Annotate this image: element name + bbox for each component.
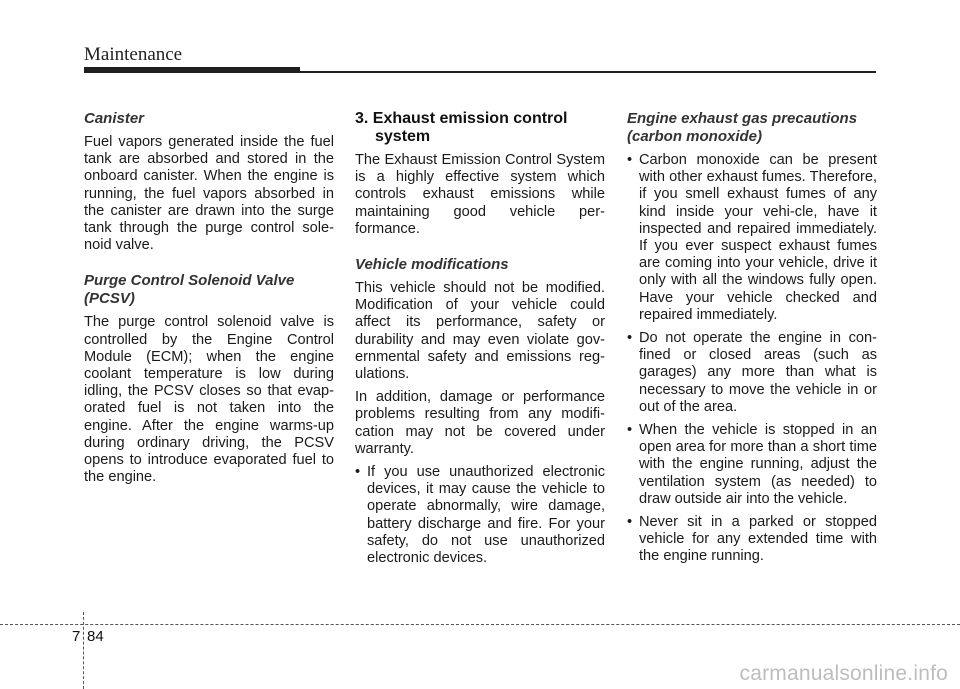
- column-right: [627, 110, 877, 572]
- bullet-icon: •: [627, 422, 633, 439]
- list-item: • Do not operate the engine in con-fined or closed areas (such as garages) any more than what is necessary to move the vehicle in or out of the area.: [627, 330, 877, 415]
- canister-heading: Canister: [84, 110, 145, 127]
- list-item: • When the vehicle is stopped in an open area for more than a short time with the engine running, adjust the ventilation system (as needed) to draw outside air into the vehicle.: [627, 422, 877, 507]
- page-number: 84: [87, 628, 104, 645]
- bullet-icon: •: [355, 464, 361, 481]
- modifications-paragraph-1: This vehicle should not be modified. Modification of your vehicle could affect its performance, safety or durability and may even violate gov-ernmental safety and emissions reg-ulations.: [355, 280, 605, 383]
- pcsv-heading: Purge Control Solenoid Valve (PCSV): [84, 272, 295, 308]
- pcsv-paragraph: The purge control solenoid valve is controlled by the Engine Control Module (ECM); when the engine coolant temperature is low during idling, the PCSV closes so that evap-orated fuel is not taken into the engine. After the engine warms-up during ordinary driving, the PCSV opens to introduce evaporated fuel to the engine.: [84, 314, 334, 486]
- header-rule-thin: [300, 71, 876, 73]
- watermark: carmanualsonline.info: [739, 662, 948, 685]
- chapter-number: 7: [72, 628, 81, 645]
- exhaust-paragraph: The Exhaust Emission Control System is a highly effective system which controls exhaust emissions while maintaining good vehicle per-formance.: [355, 152, 605, 237]
- list-item: • Never sit in a parked or stopped vehicle for any extended time with the engine running.: [627, 514, 877, 565]
- bullet-icon: •: [627, 152, 633, 168]
- column-middle: [355, 110, 605, 573]
- exhaust-gas-heading: Engine exhaust gas precautions (carbon monoxide): [627, 110, 858, 145]
- header-rule-thick: [84, 67, 300, 73]
- column-left: [84, 110, 334, 486]
- list-item: • Carbon monoxide can be present with other exhaust fumes. Therefore, if you smell exhaust fumes of any kind inside your vehi-cle, have it inspected and repaired immediately. If you ever suspect exhaust fumes are coming into your vehicle, drive it only with all the windows fully open. Have your vehicle checked and repaired immediately.: [627, 152, 877, 323]
- bullet-icon: •: [627, 330, 633, 347]
- list-item: • If you use unauthorized electronic devices, it may cause the vehicle to operate abnormally, wire damage, battery discharge and fire. For your safety, do not use unauthorized electronic devices.: [355, 464, 605, 567]
- exhaust-section-heading: 3. Exhaust emission control system: [355, 110, 568, 145]
- canister-paragraph: Fuel vapors generated inside the fuel tank are absorbed and stored in the onboard canister. When the engine is running, the fuel vapors absorbed in the canister are drawn into the surge tank through the purge control sole-noid valve.: [84, 134, 334, 254]
- footer-dashed-rule: [0, 624, 960, 625]
- modifications-list: [355, 464, 605, 567]
- precautions-list: [627, 152, 877, 566]
- modifications-paragraph-2: In addition, damage or performance problems resulting from any modifi-cation may not be covered under warranty.: [355, 389, 605, 457]
- section-title: Maintenance: [84, 44, 183, 65]
- modifications-heading: Vehicle modifications: [355, 256, 509, 274]
- footer-dashed-divider: [83, 612, 84, 689]
- bullet-icon: •: [627, 514, 633, 531]
